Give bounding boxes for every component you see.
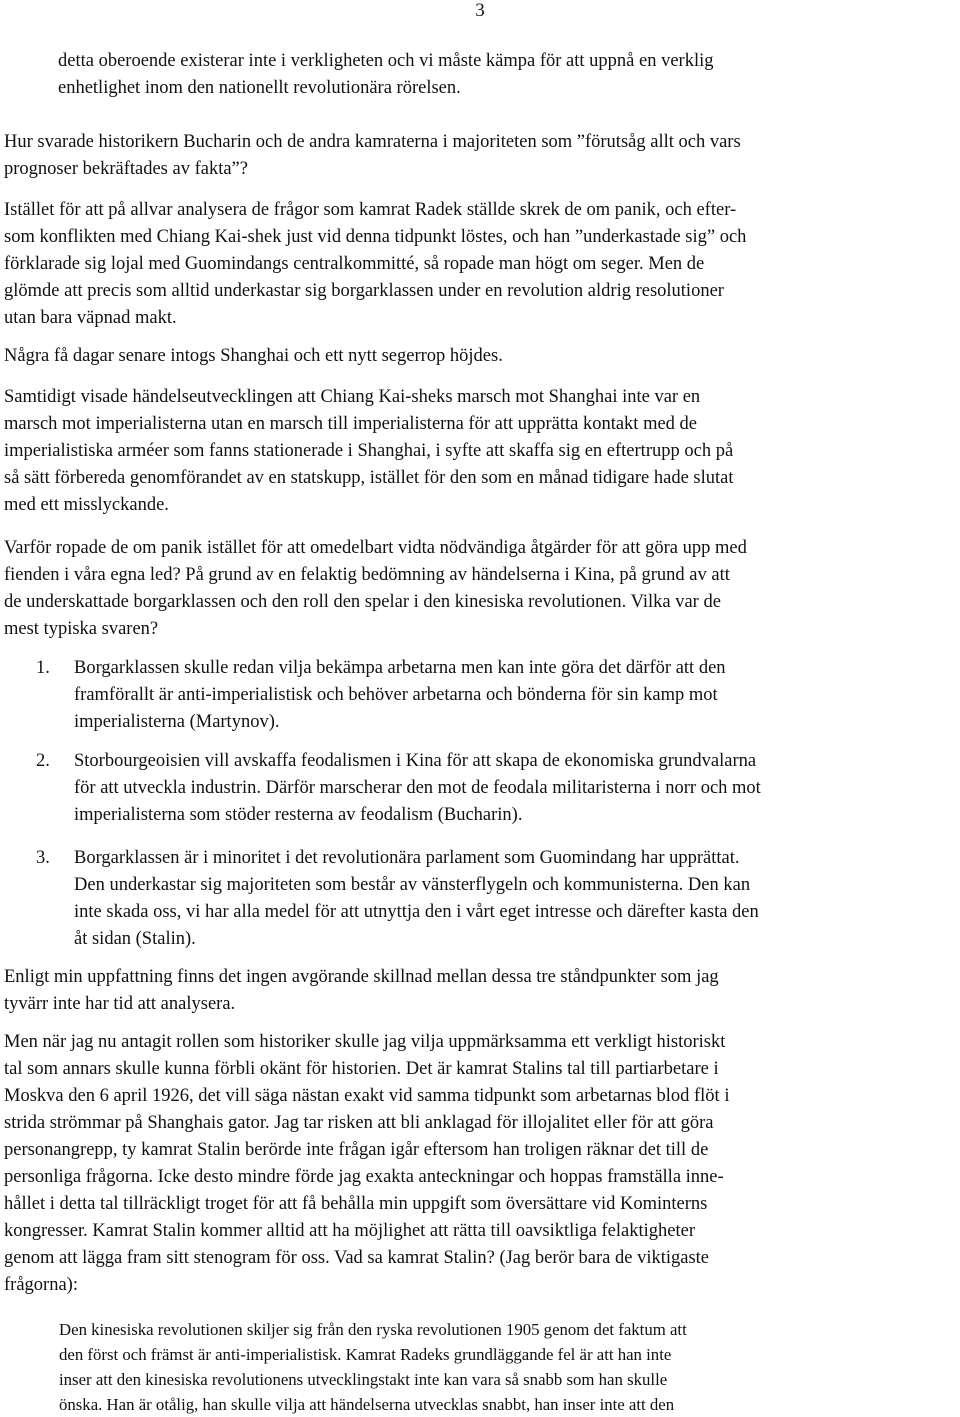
text-line: Storbourgeoisien vill avskaffa feodalismen i Kina för att skapa de ekonomiska grundvalarna: [74, 751, 757, 771]
text-line: Samtidigt visade händelseutvecklingen att Chiang Kai-sheks marsch mot Shanghai inte var en: [4, 387, 701, 407]
text-line: så sätt förbereda genomförandet av en statskupp, istället för den som en månad tidigare hade slutat: [4, 468, 734, 488]
text-line: imperialistiska arméer som fanns stationerade i Shanghai, i syfte att skaffa sig en eftertrupp och på: [4, 441, 734, 461]
list-number: 2.: [36, 751, 50, 771]
text-line: fienden i våra egna led? På grund av en felaktig bedömning av händelserna i Kina, på grund av att: [4, 565, 730, 585]
text-line: frågorna):: [4, 1275, 78, 1295]
text-line: Den underkastar sig majoriteten som består av vänsterflygeln och kommunisterna. Den kan: [74, 875, 751, 895]
opinion-paragraph: [4, 964, 954, 1018]
text-line: inser att den kinesiska revolutionens utvecklingstakt inte kan vara så snabb som han skulle: [59, 1370, 668, 1389]
text-line: Den kinesiska revolutionen skiljer sig från den ryska revolutionen 1905 genom det faktum att: [59, 1320, 687, 1339]
text-line: kongresser. Kamrat Stalin kommer alltid att ha möjlighet att rätta till oavsiktliga felaktigheter: [4, 1221, 695, 1241]
text-line: mest typiska svaren?: [4, 619, 159, 639]
text-line: önska. Han är otålig, han skulle vilja att händelserna utvecklas snabbt, han inser inte att den: [59, 1395, 675, 1414]
text-line: Varför ropade de om panik istället för att omedelbart vidta nödvändiga åtgärder för att göra upp med: [4, 538, 747, 558]
text-line: Istället för att på allvar analysera de frågor som kamrat Radek ställde skrek de om panik, och efter-: [4, 200, 737, 220]
text-line: den först och främst är anti-imperialistisk. Kamrat Radeks grundläggande fel är att han inte: [59, 1345, 672, 1364]
page-number: 3: [475, 0, 485, 21]
text-line: Enligt min uppfattning finns det ingen avgörande skillnad mellan dessa tre ståndpunkter som jag: [4, 967, 719, 987]
text-line: personliga frågorna. Icke desto mindre förde jag exakta anteckningar och hoppas framställa inne-: [4, 1167, 724, 1187]
text-line: genom att lägga fram sitt stenogram för oss. Vad sa kamrat Stalin? (Jag berör bara de viktigaste: [4, 1248, 710, 1268]
text-line: tal som annars skulle kunna förbli okänt för historien. Det är kamrat Stalins tal till partiarbetare i: [4, 1059, 719, 1079]
text-line: Några få dagar senare intogs Shanghai och ett nytt segerrop höjdes.: [4, 346, 503, 366]
text-line: utan bara väpnad makt.: [4, 308, 177, 328]
text-line: de underskattade borgarklassen och den roll den spelar i den kinesiska revolutionen. Vilka var de: [4, 592, 721, 612]
list-item-text: [74, 748, 959, 829]
shanghai-paragraph: [4, 343, 954, 370]
text-line: marsch mot imperialisterna utan en marsch till imperialisterna för att upprätta kontakt med de: [4, 414, 698, 434]
text-line: för att utveckla industrin. Därför marscherar den mot de feodala militaristerna i norr och mot: [74, 778, 761, 798]
radek-paragraph: [4, 197, 954, 332]
text-line: Hur svarade historikern Bucharin och de andra kamraterna i majoriteten som ”förutsåg allt och vars: [4, 132, 741, 152]
list-item-text: [74, 845, 959, 953]
text-line: imperialisterna (Martynov).: [74, 712, 280, 732]
question-paragraph: [4, 129, 954, 183]
events-paragraph: [4, 384, 954, 519]
text-line: Men när jag nu antagit rollen som historiker skulle jag vilja uppmärksamma ett verkligt historiskt: [4, 1032, 726, 1052]
text-line: hållet i detta tal tillräckligt troget för att få behålla min uppgift som översättare vid Kominterns: [4, 1194, 708, 1214]
text-line: förklarade sig lojal med Guomindangs centralkommitté, så ropade man högt om seger. Men de: [4, 254, 705, 274]
quote-block: [59, 1317, 954, 1417]
text-line: imperialisterna som stöder resterna av feodalism (Bucharin).: [74, 805, 523, 825]
list-number: 1.: [36, 658, 50, 678]
text-line: detta oberoende existerar inte i verkligheten och vi måste kämpa för att uppnå en verklig: [58, 51, 714, 71]
text-line: tyvärr inte har tid att analysera.: [4, 994, 236, 1014]
text-line: åt sidan (Stalin).: [74, 929, 196, 949]
text-line: strida strömmar på Shanghais gator. Jag tar risken att bli anklagad för illojalitet eller för att göra: [4, 1113, 714, 1133]
text-line: enhetlighet inom den nationellt revolutionära rörelsen.: [58, 78, 461, 98]
text-line: Borgarklassen är i minoritet i det revolutionära parlament som Guomindang har upprättat.: [74, 848, 740, 868]
text-line: glömde att precis som alltid underkastar sig borgarklassen under en revolution aldrig resolutioner: [4, 281, 724, 301]
list-item-text: [74, 655, 959, 736]
text-line: som konflikten med Chiang Kai-shek just vid denna tidpunkt löstes, och han ”underkastade sig” och: [4, 227, 747, 247]
text-line: personangrepp, ty kamrat Stalin berörde inte frågan igår eftersom han troligen räknar det till de: [4, 1140, 709, 1160]
text-line: med ett misslyckande.: [4, 495, 169, 515]
list-number: 3.: [36, 848, 50, 868]
text-line: framförallt är anti-imperialistisk och behöver arbetarna och bönderna för sin kamp mot: [74, 685, 718, 705]
text-line: prognoser bekräftades av fakta”?: [4, 159, 248, 179]
intro-paragraph: [58, 48, 958, 102]
panic-paragraph: [4, 535, 954, 643]
text-line: inte skada oss, vi har alla medel för att utnyttja den i vårt eget intresse och därefter kasta den: [74, 902, 759, 922]
text-line: Moskva den 6 april 1926, det vill säga nästan exakt vid samma tidpunkt som arbetarnas blod flöt i: [4, 1086, 730, 1106]
stalin-paragraph: [4, 1029, 954, 1299]
text-line: Borgarklassen skulle redan vilja bekämpa arbetarna men kan inte göra det därför att den: [74, 658, 726, 678]
